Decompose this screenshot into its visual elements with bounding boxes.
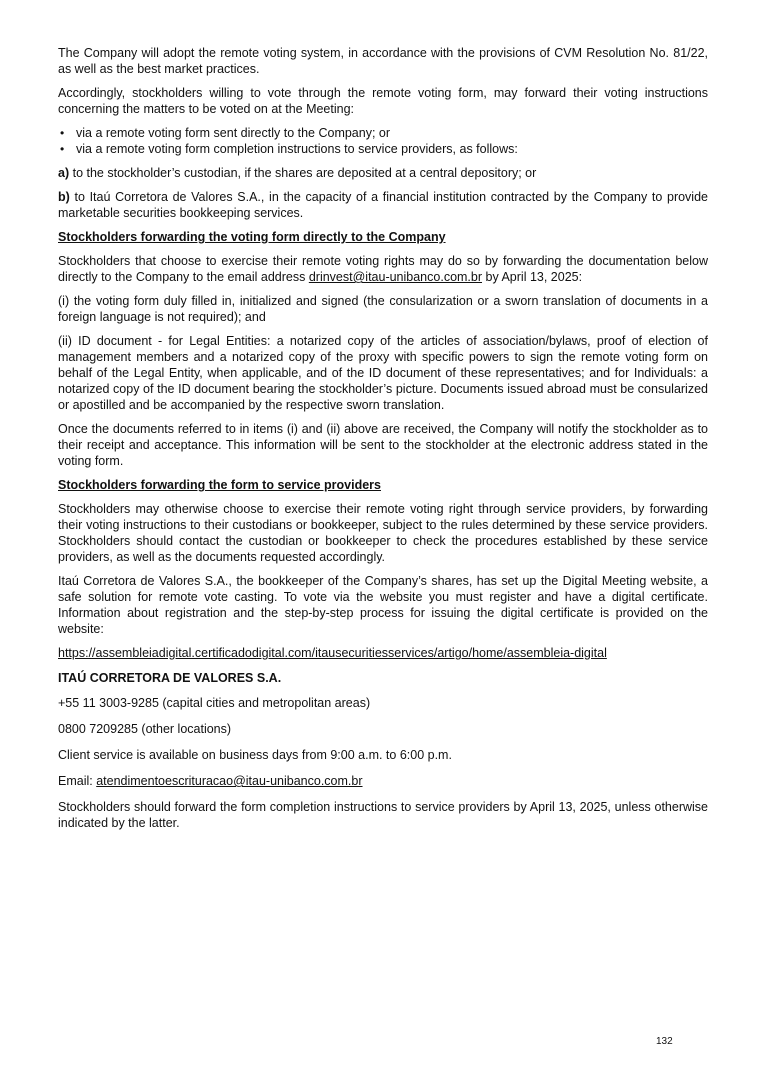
email-line	[58, 773, 708, 789]
company-name: ITAÚ CORRETORA DE VALORES S.A.	[58, 671, 282, 685]
option-a	[58, 165, 708, 181]
url-line	[58, 645, 708, 661]
closing-paragraph: Stockholders should forward the form completion instructions to service providers by April 13, 2025, unless otherwise indicated by the latter.	[58, 800, 708, 830]
option-b-text: to Itaú Corretora de Valores S.A., in the capacity of a financial institution contracted by the Company to provide marketable securities bookkeeping services.	[58, 190, 708, 220]
page-number: 132	[656, 1036, 673, 1047]
intro-paragraph-1: The Company will adopt the remote voting system, in accordance with the provisions of CVM Resolution No. 81/22, as well as the best market practices.	[58, 46, 708, 76]
list-item: • via a remote voting form completion instructions to service providers, as follows:	[58, 141, 708, 157]
voting-options-list	[58, 125, 708, 157]
list-item: • via a remote voting form sent directly to the Company; or	[58, 125, 708, 141]
option-b	[58, 189, 708, 221]
providers-paragraph-1: Stockholders may otherwise choose to exercise their remote voting right through service providers, by forwarding their voting instructions to their custodians or bookkeeper, subject to the rules determined by these service providers. Stockholders should contact the custodian or bookkeeper to check the procedures established by these service providers, as well as the documents requested accordingly.	[58, 502, 708, 564]
phone-other: 0800 7209285 (other locations)	[58, 722, 232, 736]
item-i: (i) the voting form duly filled in, initialized and signed (the consularization or a sworn translation of documents in a foreign language is not required); and	[58, 294, 708, 324]
item-ii: (ii) ID document - for Legal Entities: a notarized copy of the articles of association/bylaws, proof of election of management members and a notarized copy of the proxy with specific powers to sign the remote voting form on behalf of the Legal Entity, when applicable, and of the ID document of these representatives; and for Individuals: a notarized copy of the ID document bearing the stockholder’s picture. Documents issued abroad must be consularized or apostilled and be accompanied by the respective sworn translation.	[58, 334, 708, 412]
option-a-text: to the stockholder’s custodian, if the shares are deposited at a central depository; or	[69, 166, 537, 180]
providers-paragraph-2: Itaú Corretora de Valores S.A., the bookkeeper of the Company’s shares, has set up the Digital Meeting website, a safe solution for remote vote casting. To vote via the website you must register and have a digital certificate. Information about registration and the step-by-step process for issuing the digital certificate is provided on the website:	[58, 574, 708, 636]
option-a-label: a)	[58, 166, 70, 180]
section-heading-direct: Stockholders forwarding the voting form directly to the Company	[58, 230, 446, 244]
direct-text-after: by April 13, 2025:	[482, 270, 583, 284]
email-label: Email:	[58, 774, 97, 788]
service-hours: Client service is available on business days from 9:00 a.m. to 6:00 p.m.	[58, 748, 452, 762]
document-page	[58, 45, 708, 839]
intro-paragraph-2: Accordingly, stockholders willing to vote through the remote voting form, may forward their voting instructions concerning the matters to be voted on at the Meeting:	[58, 86, 708, 116]
service-email-link[interactable]: atendimentoescrituracao@itau-unibanco.com.br	[96, 774, 363, 788]
direct-text-before: Stockholders that choose to exercise their remote voting rights may do so by forwarding the documentation below directly to the Company to the email address	[58, 254, 708, 284]
phone-capital: +55 11 3003-9285 (capital cities and metropolitan areas)	[58, 696, 371, 710]
notify-paragraph: Once the documents referred to in items (i) and (ii) above are received, the Company will notify the stockholder as to their receipt and acceptance. This information will be sent to the stockholder at the electronic address stated in the voting form.	[58, 422, 708, 468]
investor-email-link[interactable]: drinvest@itau-unibanco.com.br	[308, 270, 483, 284]
section-heading-providers: Stockholders forwarding the form to service providers	[58, 478, 381, 492]
direct-paragraph-1	[58, 253, 708, 285]
option-b-label: b)	[58, 190, 70, 204]
digital-meeting-link[interactable]: https://assembleiadigital.certificadodigital.com/itausecuritiesservices/artigo/home/assembleia-digital	[58, 646, 607, 660]
